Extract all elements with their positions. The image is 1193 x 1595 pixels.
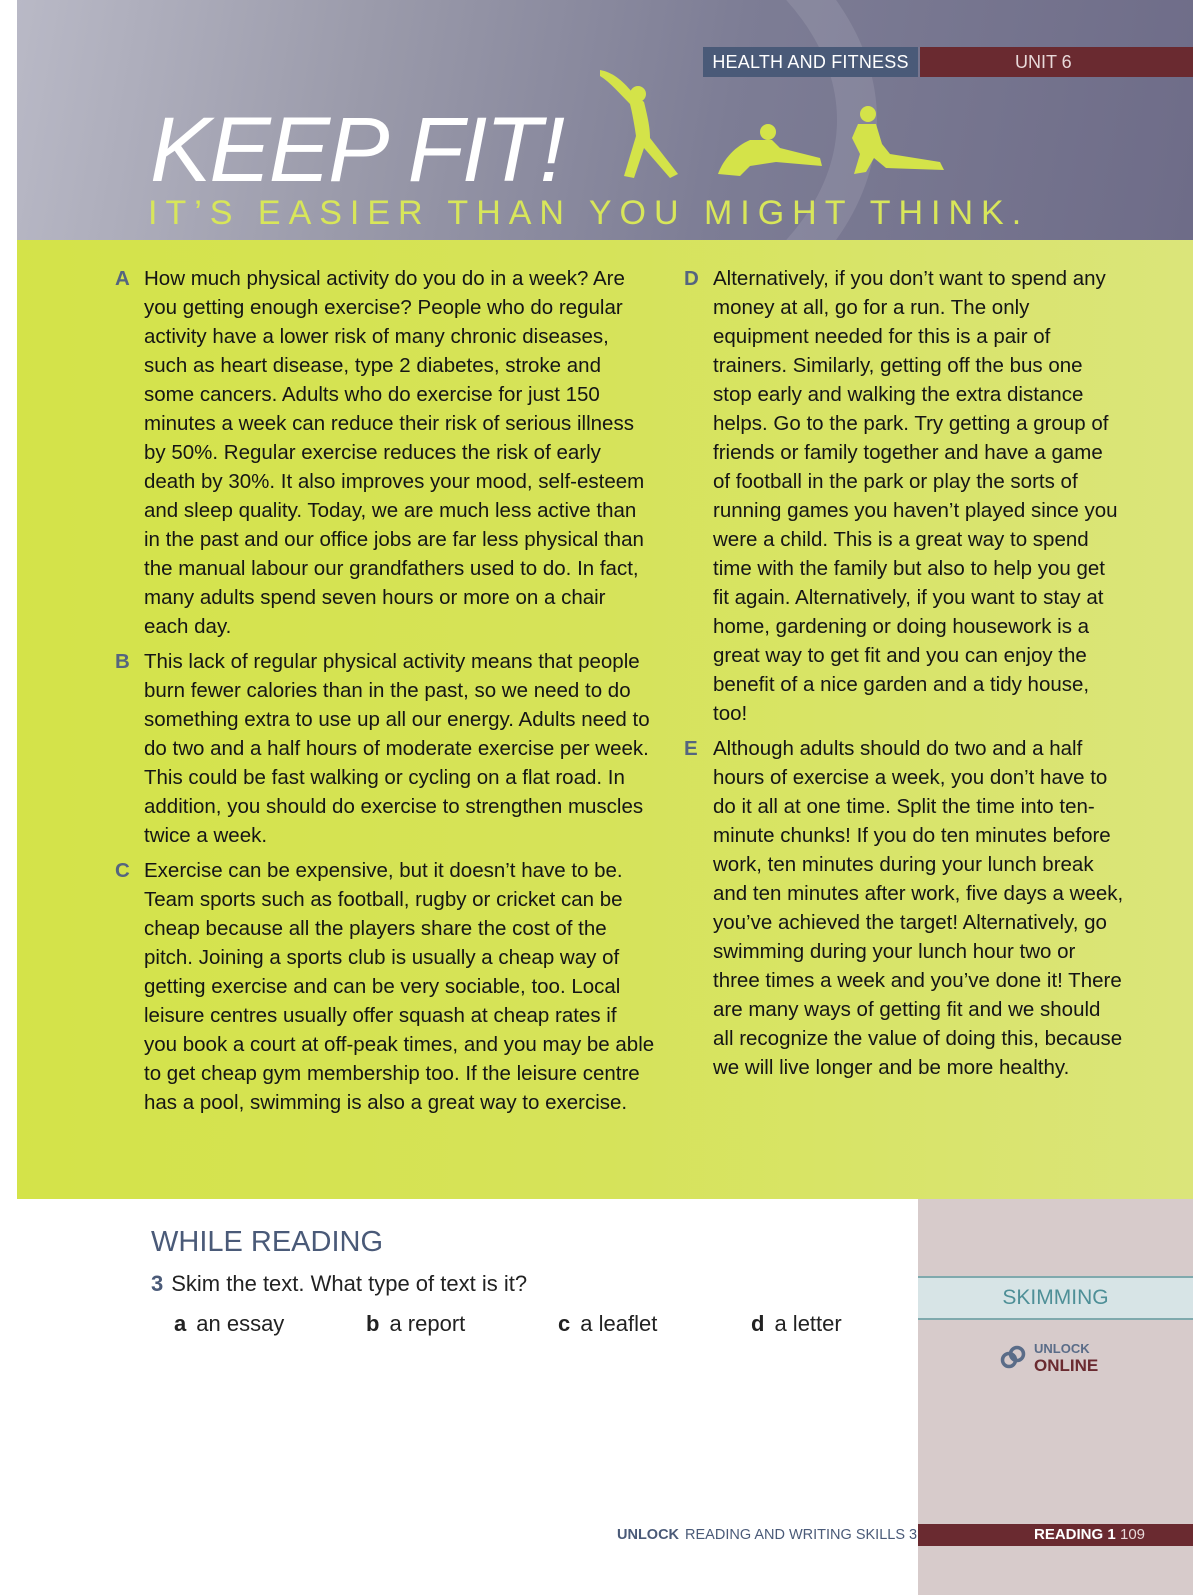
question-number: 3 (151, 1271, 164, 1296)
footer-book-title (617, 1527, 917, 1543)
option-text: an essay (196, 1311, 285, 1336)
option-label: b (366, 1311, 380, 1336)
question-text: Skim the text. What type of text is it? (171, 1271, 528, 1296)
article-column-right (684, 264, 1124, 1088)
footer-title: READING AND WRITING SKILLS 3 (685, 1527, 918, 1543)
paragraph-c (115, 856, 655, 1117)
paragraph-b (115, 647, 655, 850)
paragraph-letter: B (115, 650, 130, 673)
page-subtitle: IT’S EASIER THAN YOU MIGHT THINK. (148, 194, 1030, 232)
paragraph-text: Exercise can be expensive, but it doesn’t have to be. Team sports such as football, rugby or cricket can be cheap because all the players share the cost of the pitch. Joining a sports club is usually a cheap way of getting exercise and can be very sociable, too. Local leisure centres usually offer squash at cheap rates if you book a court at off-peak times, and you may be able to get cheap gym membership too. If the leisure centre has a pool, swimming is also a great way to exercise. (144, 859, 655, 1114)
footer-brand: UNLOCK (617, 1527, 680, 1543)
unlock-online-link[interactable] (1000, 1340, 1120, 1376)
option-label: a (174, 1311, 187, 1336)
unit-tag: UNIT 6 (920, 47, 1193, 77)
page-title: KEEP FIT! (150, 99, 564, 201)
option-label: d (751, 1311, 765, 1336)
option-text: a leaflet (580, 1311, 658, 1336)
option-text: a letter (774, 1311, 842, 1336)
exercise-figures-illustration (600, 62, 970, 192)
paragraph-e (684, 734, 1124, 1082)
option-d[interactable] (751, 1311, 842, 1337)
paragraph-letter: A (115, 267, 130, 290)
section-heading: WHILE READING (151, 1226, 384, 1258)
option-b[interactable] (366, 1311, 465, 1337)
online-label-bottom: ONLINE (1034, 1356, 1099, 1375)
chain-link-icon (1000, 1344, 1026, 1370)
paragraph-letter: D (684, 267, 699, 290)
paragraph-text: How much physical activity do you do in a week? Are you getting enough exercise? People who do regular activity have a lower risk of many chronic diseases, such as heart disease, type 2 diabetes, stroke and some cancers. Adults who do exercise for just 150 minutes a week can reduce their risk of serious illness by 50%. Regular exercise reduces the risk of early death by 30%. It also improves your mood, self-esteem and sleep quality. Today, we are much less active than in the past and our office jobs are far less physical than the manual labour our grandfathers used to do. In fact, many adults spend seven hours or more on a chair each day. (144, 267, 645, 638)
article-column-left (115, 264, 655, 1123)
paragraph-text: Alternatively, if you don’t want to spend any money at all, go for a run. The only equipment needed for this is a pair of trainers. Similarly, getting off the bus one stop early and walking the extra distance helps. Go to the park. Try getting a group of friends or family together and have a game of football in the park or play the sorts of running games you haven’t played since you were a child. This is a great way to spend time with the family but also to help you get fit again. Alternatively, if you want to stay at home, gardening or doing housework is a great way to get fit and you can enjoy the benefit of a nice garden and a tidy house, too! (713, 267, 1118, 725)
option-c[interactable] (558, 1311, 657, 1337)
footer-section: READING 1 (1034, 1526, 1116, 1543)
online-label-top: UNLOCK (1034, 1341, 1090, 1356)
page-edge (0, 0, 17, 1595)
footer-page-bar (918, 1524, 1193, 1546)
paragraph-text: Although adults should do two and a half hours of exercise a week, you don’t have to do it all at one time. Split the time into ten-minute chunks! If you do ten minutes before work, ten minutes during your lunch break and ten minutes after work, five days a week, you’ve achieved the target! Alternatively, go swimming during your lunch hour two or three times a week and you’ve done it! There are many ways of getting fit and we should all recognize the value of doing this, because we will live longer and be more healthy. (713, 737, 1124, 1079)
section-tag: HEALTH AND FITNESS (703, 47, 918, 77)
paragraph-a (115, 264, 655, 641)
option-text: a report (389, 1311, 466, 1336)
option-a[interactable] (174, 1311, 284, 1337)
paragraph-d (684, 264, 1124, 728)
paragraph-text: This lack of regular physical activity means that people burn fewer calories than in the past, so we need to do something extra to use up all our energy. Adults need to do two and a half hours of moderate exercise per week. This could be fast walking or cycling on a flat road. In addition, you should do exercise to strengthen muscles twice a week. (144, 650, 650, 847)
paragraph-letter: C (115, 859, 130, 882)
exercise-question (151, 1271, 527, 1297)
paragraph-letter: E (684, 737, 698, 760)
page-number: 109 (1120, 1526, 1146, 1543)
skill-label: SKIMMING (918, 1276, 1193, 1320)
option-label: c (558, 1311, 571, 1336)
